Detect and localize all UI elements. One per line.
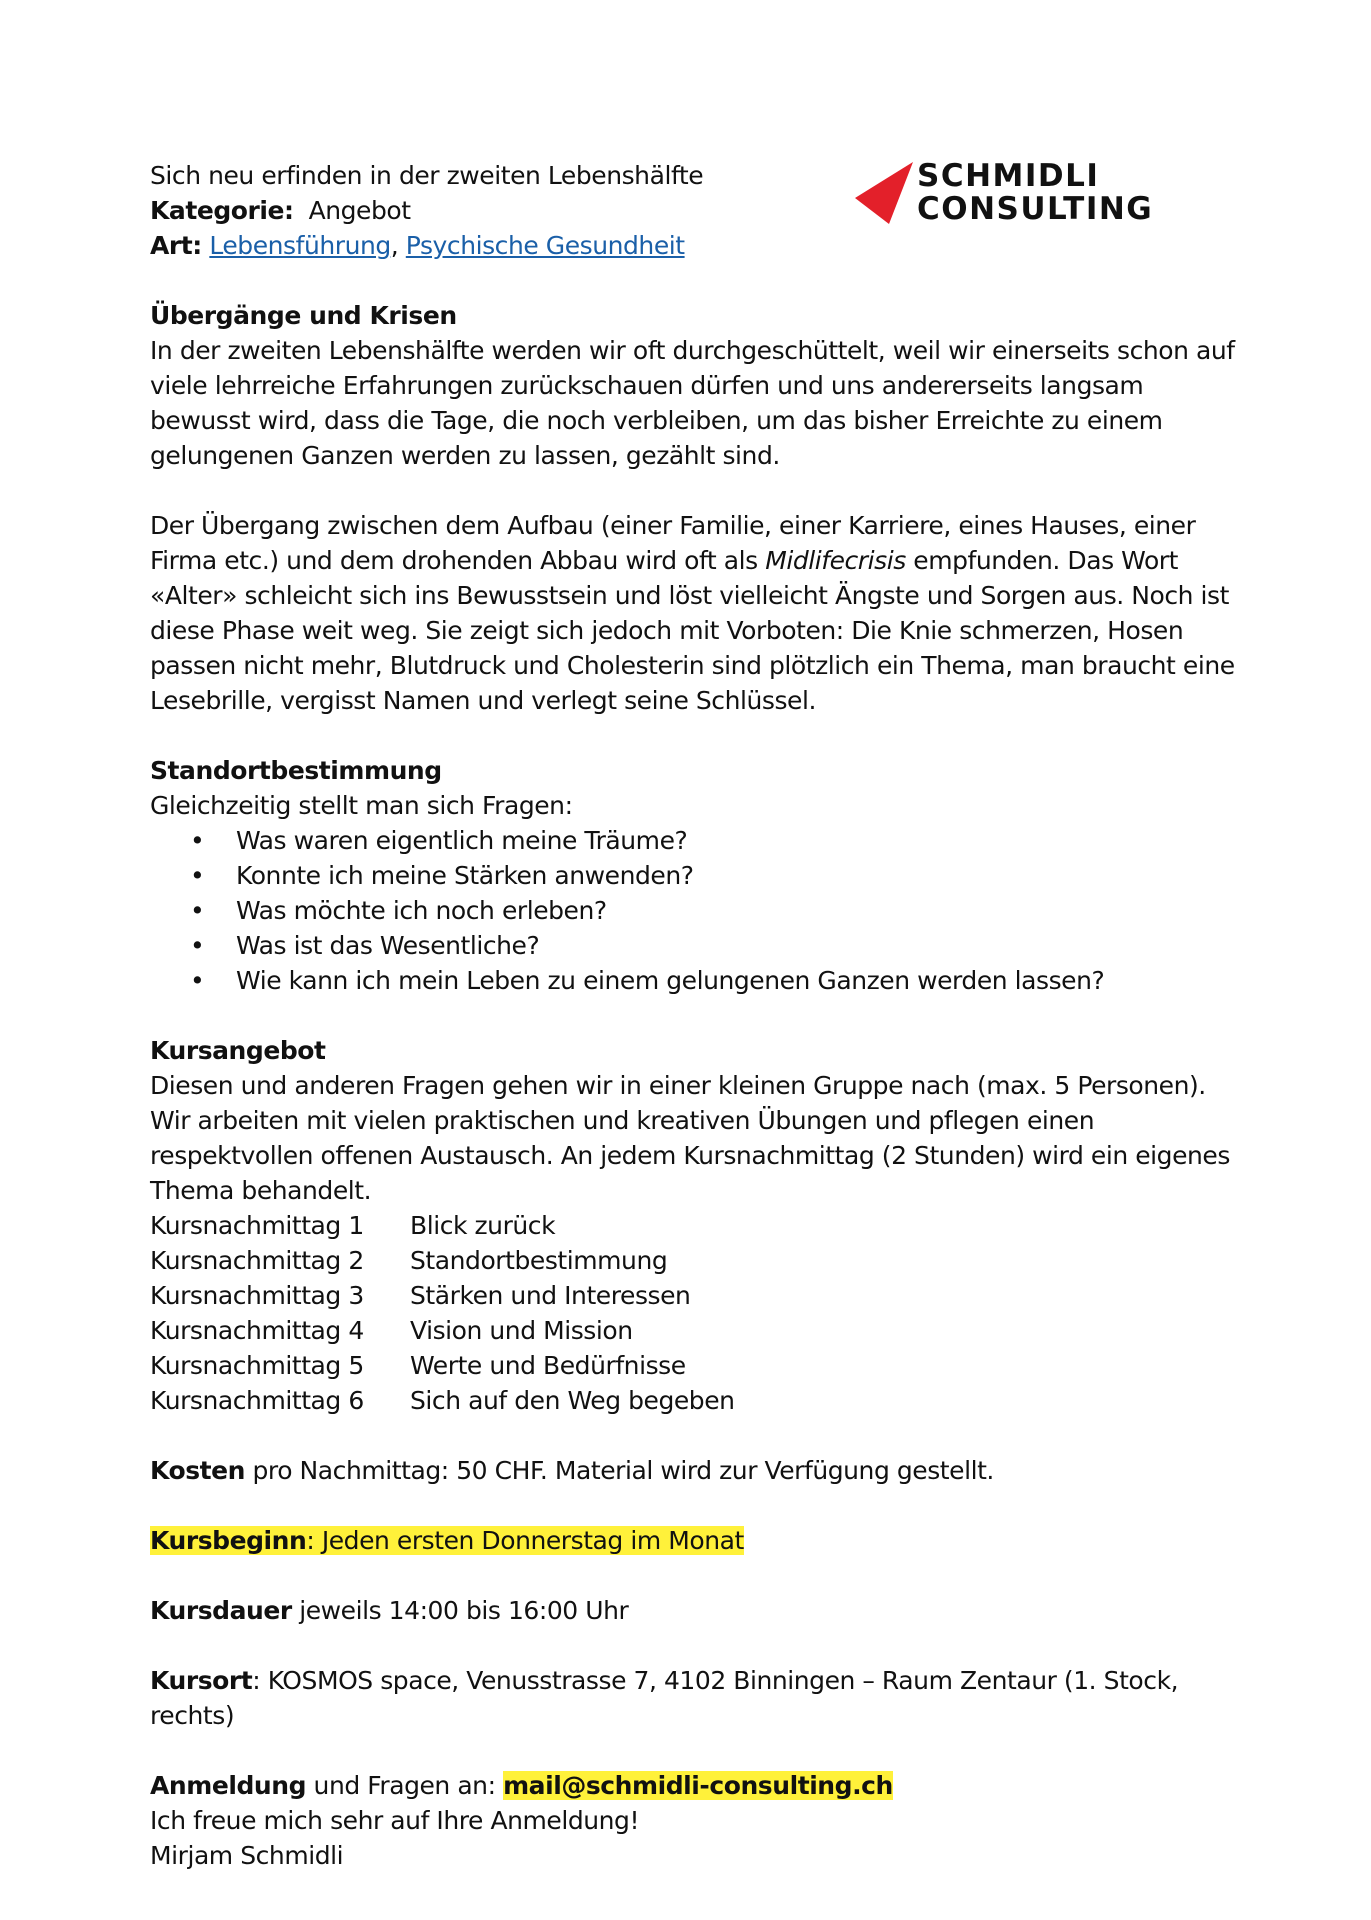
duration-label: Kursdauer bbox=[150, 1596, 292, 1625]
questions-list bbox=[150, 823, 1250, 998]
midlifecrisis-term: Midlifecrisis bbox=[765, 546, 906, 575]
signature: Mirjam Schmidli bbox=[150, 1841, 344, 1870]
schedule-table bbox=[150, 1208, 1250, 1418]
closing-line: Ich freue mich sehr auf Ihre Anmeldung! bbox=[150, 1806, 640, 1835]
costs-text: pro Nachmittag: 50 CHF. Material wird zur Verfügung gestellt. bbox=[245, 1456, 994, 1485]
bullet-icon: • bbox=[190, 826, 205, 855]
contact-email[interactable]: mail@schmidli-consulting.ch bbox=[503, 1771, 893, 1800]
schedule-topic: Standortbestimmung bbox=[410, 1246, 668, 1275]
start-line bbox=[150, 1523, 1250, 1558]
schedule-row bbox=[150, 1278, 1250, 1313]
document-title: Sich neu erfinden in der zweiten Lebenshälfte bbox=[150, 161, 704, 190]
type-separator: , bbox=[390, 231, 399, 260]
type-label: Art: bbox=[150, 231, 202, 260]
link-psychische-gesundheit[interactable]: Psychische Gesundheit bbox=[405, 231, 685, 260]
question-text: Wie kann ich mein Leben zu einem gelungenen Ganzen werden lassen? bbox=[236, 966, 1105, 995]
costs-line bbox=[150, 1453, 1250, 1488]
schedule-day: Kursnachmittag 5 bbox=[150, 1351, 364, 1380]
paragraph-uebergaenge-2 bbox=[150, 508, 1250, 718]
schedule-row bbox=[150, 1348, 1250, 1383]
logo-line-2: CONSULTING bbox=[917, 191, 1154, 227]
category-value: Angebot bbox=[308, 196, 411, 225]
costs-label: Kosten bbox=[150, 1456, 245, 1485]
schedule-day: Kursnachmittag 1 bbox=[150, 1211, 364, 1240]
question-text: Was waren eigentlich meine Träume? bbox=[236, 826, 688, 855]
schedule-day: Kursnachmittag 3 bbox=[150, 1281, 364, 1310]
type-line bbox=[150, 228, 1250, 263]
category-line bbox=[150, 193, 1250, 228]
schedule-row bbox=[150, 1313, 1250, 1348]
schedule-day: Kursnachmittag 4 bbox=[150, 1316, 364, 1345]
registration-label: Anmeldung bbox=[150, 1771, 307, 1800]
schedule-row bbox=[150, 1243, 1250, 1278]
start-highlight bbox=[150, 1526, 744, 1555]
question-text: Konnte ich meine Stärken anwenden? bbox=[236, 861, 694, 890]
paragraph-kursangebot: Diesen und anderen Fragen gehen wir in einer kleinen Gruppe nach (max. 5 Personen). Wir arbeiten mit vielen praktischen und kreativen Übungen und pflegen einen respektvollen offenen Austausch. An jedem Kursnachmittag (2 Stunden) wird ein eigenes Thema behandelt. bbox=[150, 1071, 1230, 1205]
schedule-topic: Blick zurück bbox=[410, 1211, 556, 1240]
registration-text: und Fragen an: bbox=[306, 1771, 504, 1800]
schedule-day: Kursnachmittag 2 bbox=[150, 1246, 364, 1275]
question-text: Was ist das Wesentliche? bbox=[236, 931, 540, 960]
heading-kursangebot bbox=[150, 1033, 1250, 1068]
location-line bbox=[150, 1663, 1250, 1733]
list-item bbox=[150, 858, 1250, 893]
heading-standortbestimmung bbox=[150, 753, 1250, 788]
schedule-topic: Stärken und Interessen bbox=[410, 1281, 691, 1310]
schedule-day: Kursnachmittag 6 bbox=[150, 1386, 364, 1415]
logo-line-1: SCHMIDLI bbox=[917, 158, 1100, 194]
heading-kursangebot-text: Kursangebot bbox=[150, 1036, 326, 1065]
heading-uebergaenge-text: Übergänge und Krisen bbox=[150, 301, 457, 330]
paragraph-part-b: empfunden. Das Wort «Alter» schleicht sich ins Bewusstsein und löst vielleicht Ängste und Sorgen aus. Noch ist diese Phase weit weg. Sie zeigt sich jedoch mit Vorboten: Die Knie schmerzen, Hosen passen nicht mehr, Blutdruck und Cholesterin sind plötzlich ein Thema, man braucht eine Lesebrille, vergisst Namen und verlegt seine Schlüssel. bbox=[150, 546, 1235, 715]
heading-standortbestimmung-text: Standortbestimmung bbox=[150, 756, 442, 785]
category-label: Kategorie: bbox=[150, 196, 294, 225]
location-label: Kursort bbox=[150, 1666, 253, 1695]
list-item bbox=[150, 893, 1250, 928]
link-lebensfuehrung[interactable]: Lebensführung bbox=[209, 231, 391, 260]
duration-text: jeweils 14:00 bis 16:00 Uhr bbox=[291, 1596, 629, 1625]
document-body bbox=[150, 158, 1250, 1873]
start-text: : Jeden ersten Donnerstag im Monat bbox=[306, 1526, 744, 1555]
paragraph-part-a: Der Übergang zwischen dem Aufbau (einer Familie, einer Karriere, eines Hauses, einer Firma etc.) und dem drohenden Abbau wird oft als bbox=[150, 511, 1196, 575]
schedule-row bbox=[150, 1208, 1250, 1243]
schedule-topic: Sich auf den Weg begeben bbox=[410, 1386, 735, 1415]
bullet-icon: • bbox=[190, 896, 205, 925]
heading-uebergaenge bbox=[150, 298, 1250, 333]
list-item bbox=[150, 928, 1250, 963]
schedule-topic: Werte und Bedürfnisse bbox=[410, 1351, 686, 1380]
registration-line bbox=[150, 1768, 1250, 1803]
paragraph-uebergaenge-1: In der zweiten Lebenshälfte werden wir oft durchgeschüttelt, weil wir einerseits schon auf viele lehrreiche Erfahrungen zurückschauen dürfen und uns andererseits langsam bewusst wird, dass die Tage, die noch verbleiben, um das bisher Erreichte zu einem gelungenen Ganzen werden zu lassen, gezählt sind. bbox=[150, 336, 1235, 470]
duration-line bbox=[150, 1593, 1250, 1628]
schedule-row bbox=[150, 1383, 1250, 1418]
schedule-topic: Vision und Mission bbox=[410, 1316, 633, 1345]
bullet-icon: • bbox=[190, 931, 205, 960]
list-item bbox=[150, 823, 1250, 858]
bullet-icon: • bbox=[190, 966, 205, 995]
question-text: Was möchte ich noch erleben? bbox=[236, 896, 607, 925]
start-label: Kursbeginn bbox=[150, 1526, 307, 1555]
list-item bbox=[150, 963, 1250, 998]
location-text: : KOSMOS space, Venusstrasse 7, 4102 Binningen – Raum Zentaur (1. Stock, rechts) bbox=[150, 1666, 1179, 1730]
bullet-icon: • bbox=[190, 861, 205, 890]
questions-intro: Gleichzeitig stellt man sich Fragen: bbox=[150, 791, 573, 820]
